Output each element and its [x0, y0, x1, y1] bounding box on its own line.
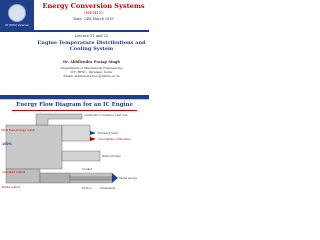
page [0, 0, 149, 198]
friction-label: Friction [82, 187, 92, 190]
percent-label: 100% [2, 142, 12, 146]
institute-logo-icon [8, 4, 26, 22]
logo-panel [0, 0, 34, 30]
course-title: Energy Conversion Systems [42, 2, 145, 10]
friction-band [70, 177, 112, 180]
author-email: Email: akhilendra.mec@iitbhu.ac.in [63, 74, 120, 78]
topic-line-1: Engine Temperature Distributions and [37, 40, 146, 46]
chamber-loss-band [36, 114, 82, 125]
brake-output-label: Brake output [2, 185, 21, 189]
accessories-label: Accessories [100, 187, 116, 190]
header-divider-accent [0, 31, 149, 32]
lecture-number: Lecture-21 and 22 [74, 34, 109, 38]
total-fuel-label: Total fuel energy input [1, 128, 35, 132]
energy-flow-diagram [0, 111, 149, 198]
indicated-output-label: Indicated output [2, 170, 26, 174]
slide-title: Energy Flow Diagram for an IC Engine [16, 102, 133, 108]
piston-friction-band [62, 151, 100, 161]
accessories-band [70, 180, 112, 183]
incomplete-combustion-label: Incomplete combustion [98, 137, 131, 141]
lecture-date: Date: 24th March 2019 [73, 17, 114, 21]
author-department: Department of Mechanical Engineering [60, 66, 123, 70]
incomplete-arrow-icon [90, 137, 96, 141]
title-slide [0, 0, 149, 99]
author-institute: IIT (BHU), Varanasi, India [71, 70, 112, 74]
coolant-label: Coolant [82, 168, 92, 171]
exhaust-arrow-icon [90, 131, 96, 135]
piston-friction-label: Piston friction [102, 154, 122, 158]
coolant-band [70, 173, 112, 177]
author-name: Dr. Akhilendra Pratap Singh [62, 60, 121, 64]
brake-output-band [40, 173, 70, 183]
combustion-chamber-label: Combustion chamber heat loss [84, 113, 128, 117]
useful-arrow-icon [112, 173, 118, 183]
exhaust-heat-label: Exhaust heat [98, 131, 118, 135]
topic-line-2: Cooling System [69, 46, 114, 53]
exhaust-heat-band [62, 125, 90, 141]
useful-energy-label: Useful energy [119, 177, 137, 180]
lecture-topic [34, 40, 149, 53]
energy-flow-slide [0, 99, 149, 198]
course-code: (ME1415) [84, 11, 103, 15]
logo-caption: IIT (BHU) Varanasi [5, 24, 29, 27]
